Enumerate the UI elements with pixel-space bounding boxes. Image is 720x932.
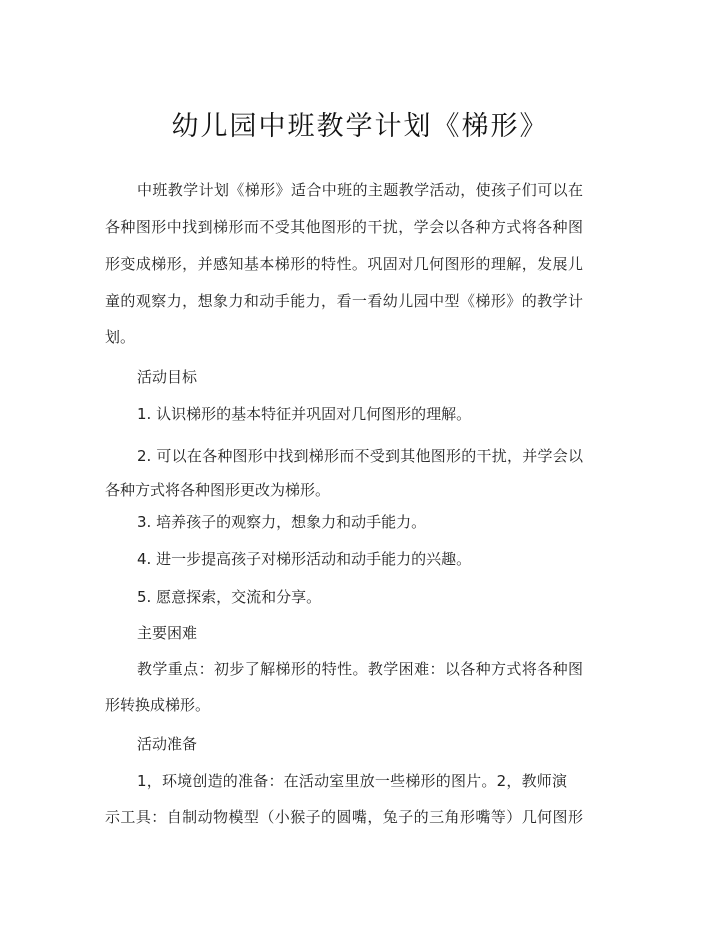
document-title: 幼儿园中班教学计划《梯形》	[171, 111, 549, 142]
intro-line: 中班教学计划《梯形》适合中班的主题教学活动，使孩子们可以在	[137, 181, 583, 199]
intro-line: 童的观察力，想象力和动手能力，看一看幼儿园中型《梯形》的教学计	[105, 292, 583, 310]
prep-heading: 活动准备	[137, 735, 198, 753]
intro-line: 划。	[105, 328, 136, 346]
goal-item: 4. 进一步提高孩子对梯形活动和动手能力的兴趣。	[137, 550, 472, 568]
difficulty-line: 教学重点：初步了解梯形的特性。教学困难：以各种方式将各种图	[137, 660, 583, 678]
prep-line: 示工具：自制动物模型（小猴子的圆嘴，兔子的三角形嘴等）几何图形	[105, 808, 583, 826]
difficulty-line: 形转换成梯形。	[105, 696, 211, 714]
goal-item: 1. 认识梯形的基本特征并巩固对几何图形的理解。	[137, 405, 472, 423]
intro-line: 各种图形中找到梯形而不受其他图形的干扰，学会以各种方式将各种图	[105, 218, 583, 236]
goal-item-cont: 各种方式将各种图形更改为梯形。	[105, 481, 331, 499]
goals-heading: 活动目标	[137, 368, 198, 386]
goal-item: 3. 培养孩子的观察力，想象力和动手能力。	[137, 513, 427, 531]
intro-line: 形变成梯形，并感知基本梯形的特性。巩固对几何图形的理解，发展儿	[105, 255, 583, 273]
goal-item: 2. 可以在各种图形中找到梯形而不受到其他图形的干扰，并学会以	[137, 447, 583, 465]
goal-item: 5. 愿意探索，交流和分享。	[137, 588, 322, 606]
difficulty-heading: 主要困难	[137, 624, 198, 642]
prep-line: 1，环境创造的准备：在活动室里放一些梯形的图片。2，教师演	[137, 772, 567, 790]
